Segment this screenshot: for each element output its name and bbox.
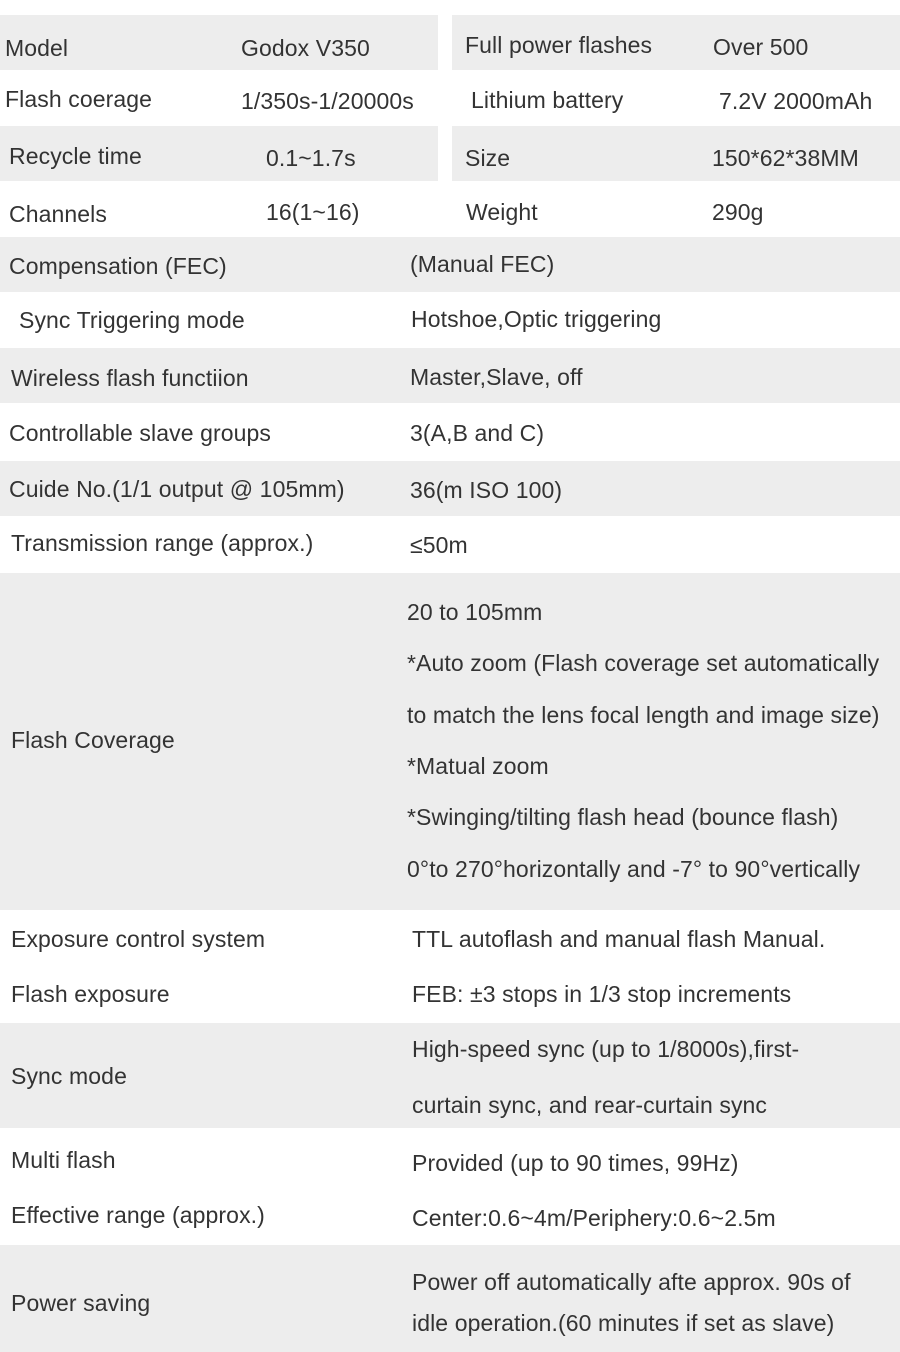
spec-value-sync-mode-line: High-speed sync (up to 1/8000s),first- <box>412 1036 800 1062</box>
spec-value-flash-coverage-line: 20 to 105mm <box>407 599 543 625</box>
spec-label-recycle-time: Recycle time <box>9 143 142 169</box>
spec-value-model: Godox V350 <box>241 35 370 61</box>
spec-value-multi-flash: Provided (up to 90 times, 99Hz) <box>412 1150 739 1176</box>
spec-label-model: Model <box>5 35 69 61</box>
spec-value-flash-coverage-line: 0°to 270°horizontally and -7° to 90°vertically <box>407 856 861 882</box>
spec-label-sync-mode: Sync mode <box>11 1063 127 1089</box>
spec-label-multi-flash: Multi flash <box>11 1147 116 1173</box>
spec-label-flash-coverage: Flash Coverage <box>11 727 175 753</box>
spec-label-effective-range: Effective range (approx.) <box>11 1202 265 1228</box>
spec-value-wireless-flash: Master,Slave, off <box>410 364 583 390</box>
spec-value-exposure-control: TTL autoflash and manual flash Manual. <box>412 926 826 952</box>
spec-label-sync-triggering: Sync Triggering mode <box>19 307 245 333</box>
spec-label-exposure-control: Exposure control system <box>11 926 266 952</box>
spec-label-lithium-battery: Lithium battery <box>471 87 624 113</box>
spec-label-channels: Channels <box>9 201 107 227</box>
spec-label-power-saving: Power saving <box>11 1290 151 1316</box>
spec-label-guide-no: Cuide No.(1/1 output @ 105mm) <box>9 476 345 502</box>
spec-value-sync-mode-line: curtain sync, and rear-curtain sync <box>412 1092 768 1118</box>
spec-value-flash-coverage-line: to match the lens focal length and image size) <box>407 702 880 728</box>
spec-label-size: Size <box>465 145 511 171</box>
spec-label-wireless-flash: Wireless flash functiion <box>11 365 249 391</box>
spec-label-slave-groups: Controllable slave groups <box>9 420 272 446</box>
spec-value-flash-exposure: FEB: ±3 stops in 1/3 stop increments <box>412 981 792 1007</box>
spec-value-lithium-battery: 7.2V 2000mAh <box>719 88 873 114</box>
spec-value-recycle-time: 0.1~1.7s <box>266 145 356 171</box>
spec-value-guide-no: 36(m ISO 100) <box>410 477 563 503</box>
spec-label-full-power-flashes: Full power flashes <box>465 32 653 58</box>
spec-label-flash-coverage-speed: Flash coerage <box>5 86 153 112</box>
spec-value-flash-coverage-speed: 1/350s-1/20000s <box>241 88 414 114</box>
spec-label-flash-exposure: Flash exposure <box>11 981 170 1007</box>
spec-value-channels: 16(1~16) <box>266 199 360 225</box>
spec-value-weight: 290g <box>712 199 764 225</box>
spec-value-flash-coverage-line: *Auto zoom (Flash coverage set automatically <box>407 650 880 676</box>
spec-value-effective-range: Center:0.6~4m/Periphery:0.6~2.5m <box>412 1205 776 1231</box>
spec-value-power-saving-line: Power off automatically afte approx. 90s of <box>412 1269 851 1295</box>
spec-value-sync-triggering: Hotshoe,Optic triggering <box>411 306 662 332</box>
spec-value-flash-coverage-line: *Matual zoom <box>407 753 549 779</box>
spec-value-slave-groups: 3(A,B and C) <box>410 420 545 446</box>
spec-label-compensation: Compensation (FEC) <box>9 253 227 279</box>
spec-value-full-power-flashes: Over 500 <box>713 34 809 60</box>
spec-label-weight: Weight <box>466 199 538 225</box>
spec-value-compensation: (Manual FEC) <box>410 251 555 277</box>
spec-value-power-saving-line: idle operation.(60 minutes if set as slave) <box>412 1310 835 1336</box>
spec-value-size: 150*62*38MM <box>712 145 859 171</box>
spec-value-transmission-range: ≤50m <box>410 532 468 558</box>
spec-value-flash-coverage-line: *Swinging/tilting flash head (bounce flash) <box>407 804 839 830</box>
spec-label-transmission-range: Transmission range (approx.) <box>11 530 314 556</box>
